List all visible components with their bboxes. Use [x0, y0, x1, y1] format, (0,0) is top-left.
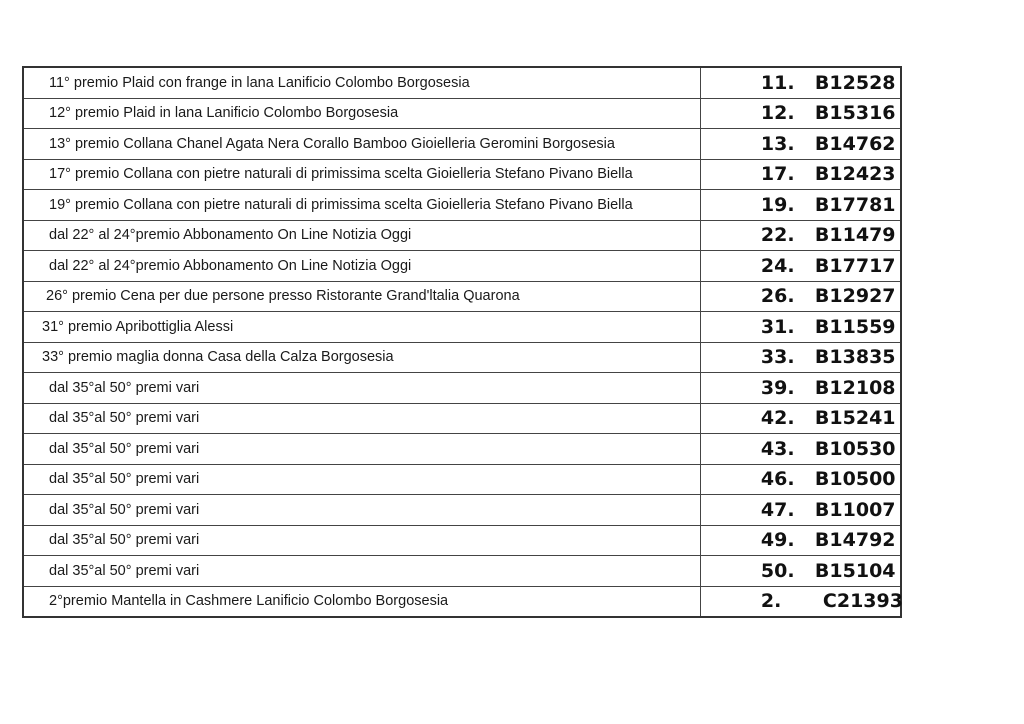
prize-number: 33.	[760, 346, 795, 369]
winning-ticket-cell	[700, 403, 901, 434]
prize-number: 17.	[760, 163, 795, 186]
table-row	[23, 281, 901, 312]
ticket-code: B15316	[814, 102, 896, 125]
prize-description: dal 35°al 50° premi vari	[23, 373, 700, 404]
table-row	[23, 495, 901, 526]
winning-ticket-cell	[700, 556, 901, 587]
prize-number: 26.	[760, 285, 795, 308]
prize-description: dal 35°al 50° premi vari	[23, 525, 700, 556]
prize-description: dal 22° al 24°premio Abbonamento On Line Notizia Oggi	[23, 251, 700, 282]
table-row	[23, 342, 901, 373]
prize-description: 33° premio maglia donna Casa della Calza Borgosesia	[23, 342, 700, 373]
winning-ticket-cell	[700, 342, 901, 373]
table-row	[23, 129, 901, 160]
winning-ticket-cell	[700, 159, 901, 190]
prize-number: 19.	[760, 193, 795, 216]
winning-ticket-cell	[700, 312, 901, 343]
prize-number: 11.	[760, 71, 795, 94]
prize-number: 2.	[760, 590, 782, 613]
ticket-code: C21393	[822, 590, 903, 613]
table-row	[23, 98, 901, 129]
prize-description: 26° premio Cena per due persone presso Ristorante Grand'ltalia Quarona	[23, 281, 700, 312]
prize-number: 43.	[760, 437, 795, 460]
prize-description: 19° premio Collana con pietre naturali di primissima scelta Gioielleria Stefano Pivano Biella	[23, 190, 700, 221]
prize-description: 2°premio Mantella in Cashmere Lanificio Colombo Borgosesia	[23, 586, 700, 617]
table-row	[23, 586, 901, 617]
prize-number: 47.	[760, 498, 795, 521]
winning-ticket-cell	[700, 464, 901, 495]
ticket-code: B10500	[814, 468, 896, 491]
table-row	[23, 464, 901, 495]
prize-number: 42.	[760, 407, 795, 430]
ticket-code: B14792	[814, 529, 896, 552]
table-row	[23, 434, 901, 465]
ticket-code: B12423	[814, 163, 896, 186]
prize-number: 46.	[760, 468, 795, 491]
ticket-code: B15104	[814, 559, 896, 582]
ticket-code: B11479	[814, 224, 896, 247]
table-row	[23, 220, 901, 251]
prize-number: 22.	[760, 224, 795, 247]
table-row	[23, 190, 901, 221]
ticket-code: B12108	[814, 376, 896, 399]
winning-ticket-cell	[700, 251, 901, 282]
table-row	[23, 556, 901, 587]
prize-description: 17° premio Collana con pietre naturali di primissima scelta Gioielleria Stefano Pivano Biella	[23, 159, 700, 190]
winning-ticket-cell	[700, 98, 901, 129]
winning-ticket-cell	[700, 434, 901, 465]
ticket-code: B10530	[814, 437, 896, 460]
prize-description: dal 35°al 50° premi vari	[23, 495, 700, 526]
prize-description: 12° premio Plaid in lana Lanificio Colombo Borgosesia	[23, 98, 700, 129]
winning-ticket-cell	[700, 586, 901, 617]
prize-description: dal 22° al 24°premio Abbonamento On Line Notizia Oggi	[23, 220, 700, 251]
winning-ticket-cell	[700, 525, 901, 556]
table-row	[23, 251, 901, 282]
winning-ticket-cell	[700, 220, 901, 251]
ticket-code: B11559	[814, 315, 896, 338]
winning-ticket-cell	[700, 129, 901, 160]
prize-winners-table	[22, 66, 902, 618]
ticket-code: B15241	[814, 407, 896, 430]
prize-number: 31.	[760, 315, 795, 338]
table-row	[23, 403, 901, 434]
prize-number: 13.	[760, 132, 795, 155]
prize-description: 31° premio Apribottiglia Alessi	[23, 312, 700, 343]
winning-ticket-cell	[700, 373, 901, 404]
ticket-code: B13835	[814, 346, 896, 369]
prize-number: 49.	[760, 529, 795, 552]
table-row	[23, 312, 901, 343]
prize-description: dal 35°al 50° premi vari	[23, 434, 700, 465]
prize-description: 11° premio Plaid con frange in lana Lanificio Colombo Borgosesia	[23, 67, 700, 98]
table-row	[23, 67, 901, 98]
ticket-code: B17781	[814, 193, 896, 216]
table-row	[23, 159, 901, 190]
winning-ticket-cell	[700, 67, 901, 98]
prize-number: 12.	[760, 102, 795, 125]
prize-number: 50.	[760, 559, 795, 582]
ticket-code: B14762	[814, 132, 896, 155]
ticket-code: B12927	[814, 285, 896, 308]
table-row	[23, 373, 901, 404]
winning-ticket-cell	[700, 190, 901, 221]
prize-description: dal 35°al 50° premi vari	[23, 556, 700, 587]
winning-ticket-cell	[700, 281, 901, 312]
table-row	[23, 525, 901, 556]
ticket-code: B11007	[814, 498, 896, 521]
prize-number: 39.	[760, 376, 795, 399]
ticket-code: B17717	[814, 254, 896, 277]
prize-description: 13° premio Collana Chanel Agata Nera Corallo Bamboo Gioielleria Geromini Borgosesia	[23, 129, 700, 160]
prize-description: dal 35°al 50° premi vari	[23, 464, 700, 495]
prize-number: 24.	[760, 254, 795, 277]
winning-ticket-cell	[700, 495, 901, 526]
prize-description: dal 35°al 50° premi vari	[23, 403, 700, 434]
ticket-code: B12528	[814, 71, 896, 94]
